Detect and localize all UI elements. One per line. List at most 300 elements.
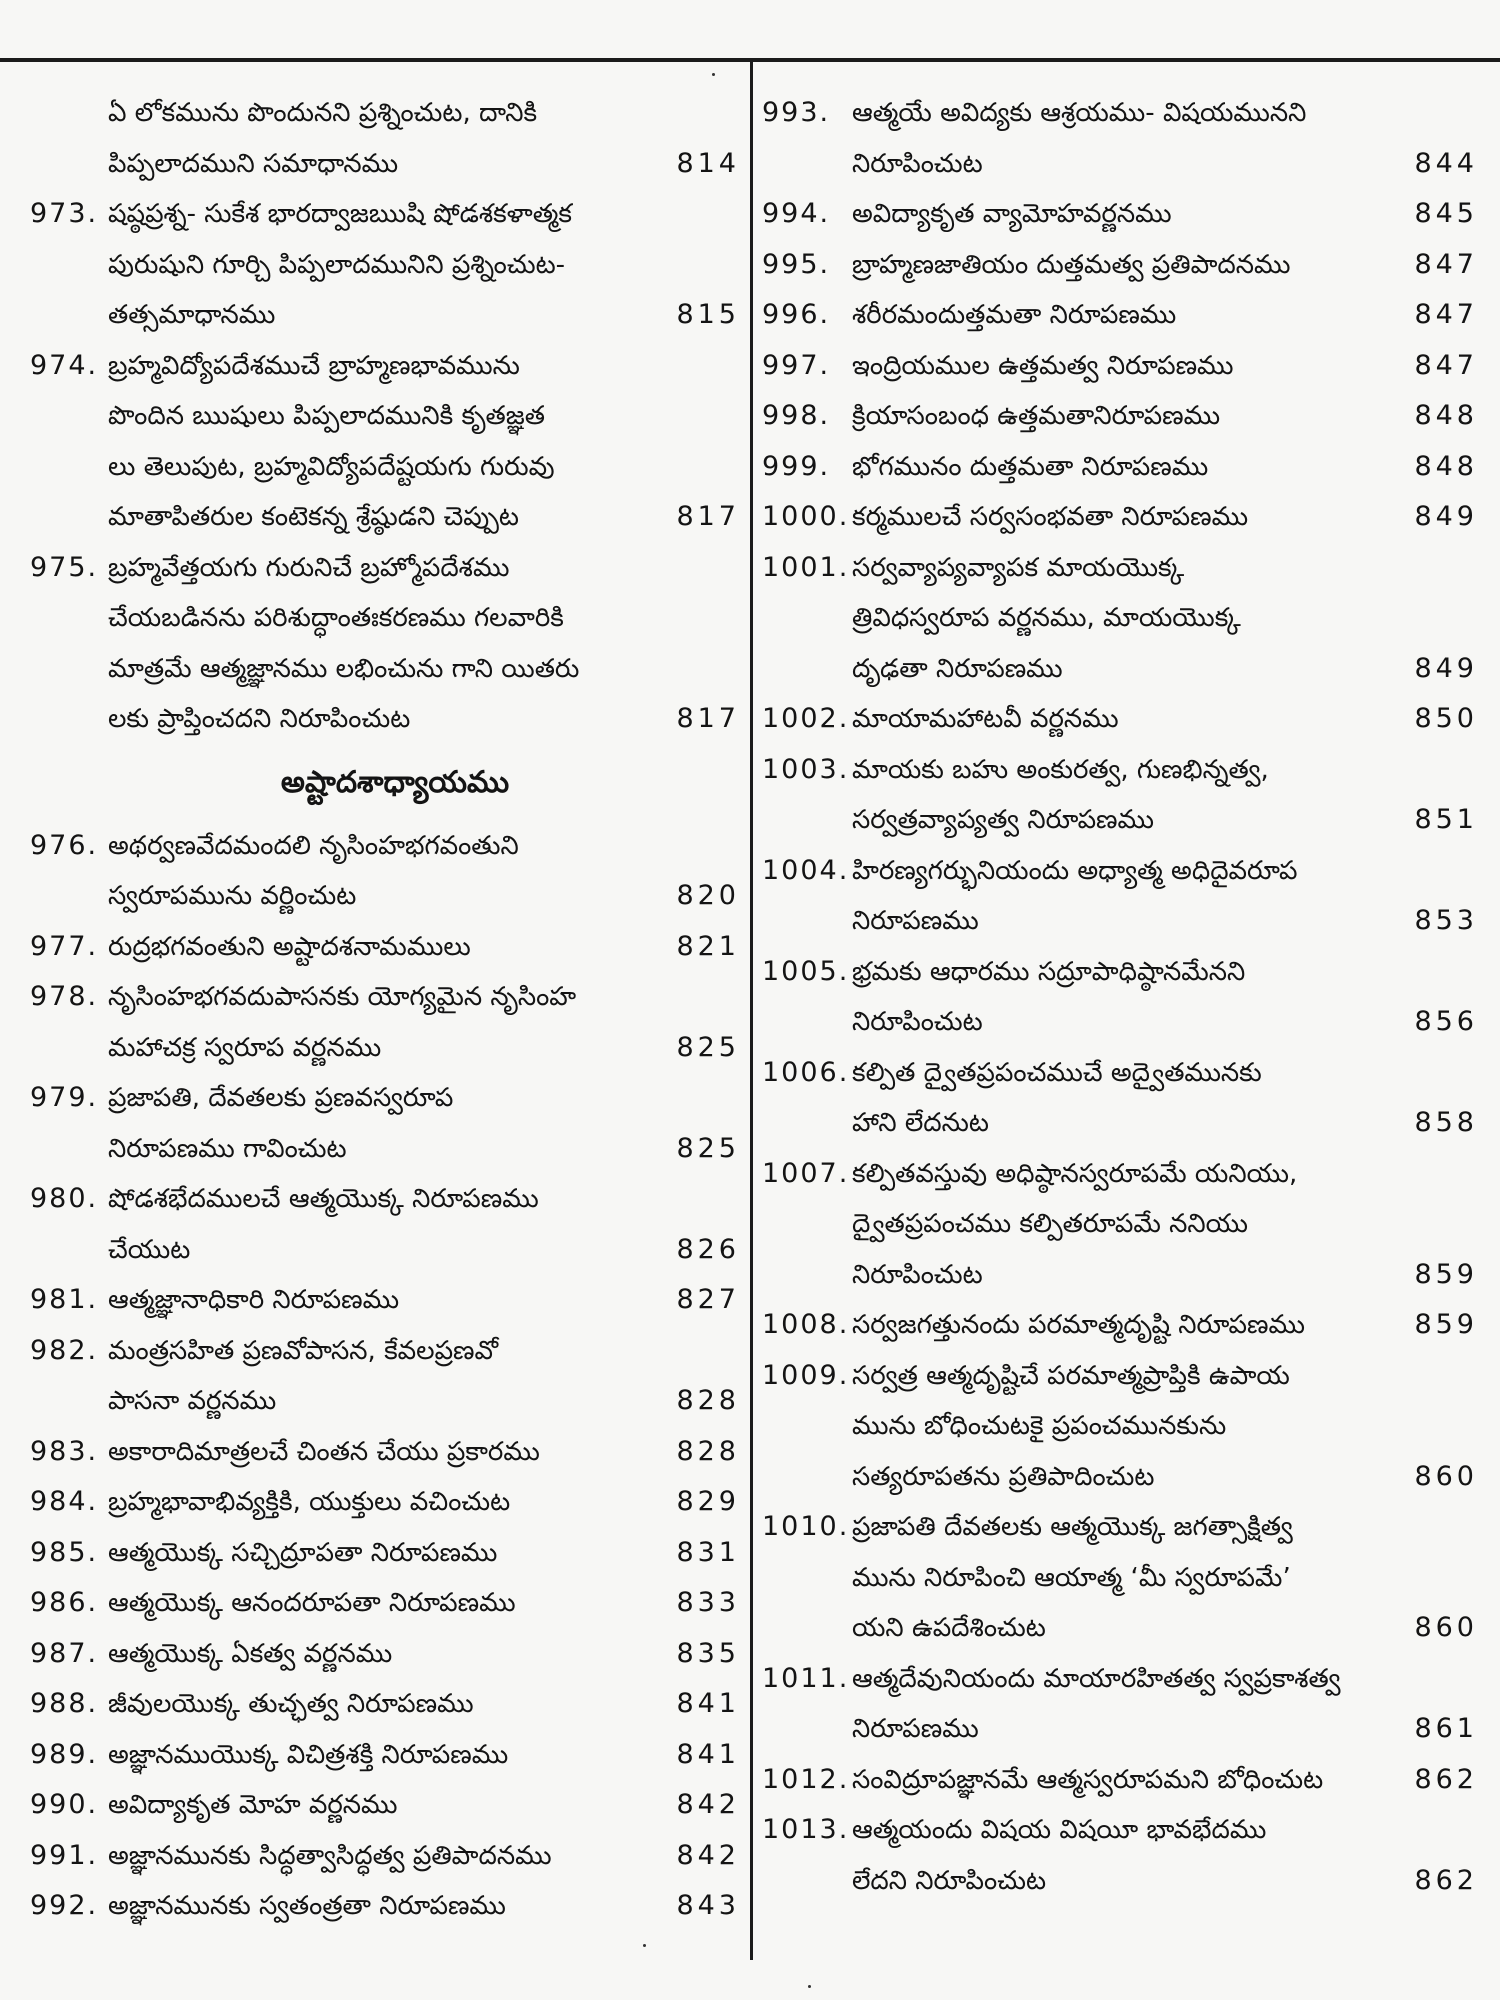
entry-text [108,1679,740,1730]
entry-line [852,341,1478,392]
page-number: 814 [676,147,740,179]
toc-entry [762,1654,1478,1755]
entry-text [108,1730,740,1781]
right-column [762,88,1478,1906]
toc-entry [762,492,1478,543]
entry-line [852,1755,1478,1806]
entry-line [108,1881,740,1932]
entry-line-text: మాతాపితరుల కంటెకన్న శ్రేష్ఠుడని చెప్పుట [108,502,519,532]
entry-text [108,189,740,341]
entry-line-text: షష్ఠప్రశ్న- సుకేశ భారద్వాజఋషి షోడశకళాత్మక [108,199,572,229]
page-number: 817 [676,703,740,734]
entry-line-text: హిరణ్యగర్భునియందు అధ్యాత్మ అధిదైవరూప [852,855,1298,886]
entry-line-text: కర్మములచే సర్వసంభవతా నిరూపణము [852,502,1249,532]
entry-line-text: లు తెలుపుట, బ్రహ్మవిద్యోపదేష్టయగు గురువు [108,451,555,482]
entry-line [852,1805,1478,1856]
entry-number: 1010. [762,1511,850,1542]
entry-line [108,871,740,922]
entry-line-text: నిరూపణము [852,906,979,936]
entry-line-text: అవిద్యాకృత వ్యామోహవర్ణనము [852,199,1172,229]
toc-entry [762,290,1478,341]
entry-line [852,189,1478,240]
entry-line [852,1603,1478,1654]
toc-entry [762,1149,1478,1301]
entry-line-text: భ్రమకు ఆధారము సద్రూపాధిష్ఠానమేనని [852,956,1246,987]
entry-number: 978. [30,981,99,1012]
entry-text [108,1326,740,1427]
entry-line [852,1199,1478,1250]
page-number: 862 [1414,1763,1478,1795]
toc-entry [30,1629,740,1680]
toc-entry [762,391,1478,442]
page-number: 856 [1414,1006,1478,1037]
entry-text [108,1528,740,1579]
entry-text [852,694,1478,745]
entry-text [108,1427,740,1478]
entry-line [852,1250,1478,1301]
entry-line [852,896,1478,947]
entry-number: 995. [762,248,831,280]
entry-line [852,745,1478,796]
toc-entry [30,88,740,189]
entry-line-text: ఆత్మయొక్క ఏకత్వ వర్ణనము [108,1638,393,1669]
entry-text [852,1149,1478,1301]
entry-text [852,543,1478,695]
entry-line [108,1376,740,1427]
entry-number: 998. [762,400,831,431]
entry-line-text: ఆత్మయొక్క సచ్చిద్రూపతా నిరూపణము [108,1537,498,1568]
entry-line [852,1149,1478,1200]
entry-text [852,947,1478,1048]
entry-line-text: తత్సమాధానము [108,300,276,330]
entry-number: 1005. [762,955,850,987]
entry-line [108,1275,740,1326]
entry-text [108,1831,740,1882]
entry-number: 988. [30,1688,99,1719]
entry-line [852,997,1478,1048]
toc-entry [30,1780,740,1831]
entry-text [108,88,740,189]
entry-line-text: అవిద్యాకృత మోహ వర్ణనము [108,1790,398,1820]
page-number: 862 [1414,1864,1478,1896]
page-number: 851 [1414,804,1478,835]
entry-text [852,88,1478,189]
entry-line-text: నిరూపించుట [852,148,983,179]
entry-text [852,1300,1478,1351]
entry-line [852,240,1478,291]
entry-text [852,1048,1478,1149]
page-number: 826 [676,1233,740,1265]
toc-entry [30,1578,740,1629]
toc-entry [30,1326,740,1427]
entry-text [852,1755,1478,1806]
entry-text [852,341,1478,392]
page-number: 827 [676,1284,740,1315]
entry-number: 973. [30,198,99,229]
toc-entry [762,694,1478,745]
entry-number: 996. [762,299,831,330]
entry-line [852,1502,1478,1553]
toc-entry [30,1730,740,1781]
entry-line [852,795,1478,846]
entry-line-text: ఆత్మజ్ఞానాధికారి నిరూపణము [108,1285,400,1315]
page-number: 829 [676,1486,740,1517]
page-number: 860 [1414,1612,1478,1643]
page-number: 850 [1414,703,1478,734]
entry-line-text: పిప్పలాదముని సమాధానము [108,148,399,179]
entry-line-text: షోడశభేదములచే ఆత్మయొక్క నిరూపణము [108,1184,539,1214]
entry-line-text: పాసనా వర్ణనము [108,1386,277,1416]
entry-line-text: సర్వవ్యాప్యవ్యాపక మాయయొక్క [852,552,1185,583]
entry-line-text: జీవులయొక్క తుచ్ఛత్వ నిరూపణము [108,1689,474,1719]
entry-line-text: శరీరమందుత్తమతా నిరూపణము [852,300,1177,330]
entry-number: 1011. [762,1662,850,1694]
entry-line-text: లేదని నిరూపించుట [852,1865,1047,1896]
page-number: 847 [1414,299,1478,330]
entry-number: 1007. [762,1157,850,1189]
toc-entry [762,442,1478,493]
entry-line [852,391,1478,442]
entry-line-text: స్వరూపమును వర్ణించుట [108,881,357,911]
toc-entry [762,846,1478,947]
entry-line [852,88,1478,139]
entry-line-text: కల్పిత ద్వైతప్రపంచముచే అద్వైతమునకు [852,1057,1262,1088]
entry-line-text: లకు ప్రాప్తించదని నిరూపించుట [108,704,411,734]
entry-line [108,1679,740,1730]
entry-text [108,972,740,1073]
entry-text [852,1654,1478,1755]
toc-entry [762,543,1478,695]
page-number: 844 [1414,147,1478,179]
entry-line-text: ప్రజాపతి, దేవతలకు ప్రణవస్వరూప [108,1083,454,1113]
entry-line-text: మాత్రమే ఆత్మజ్ఞానము లభించును గాని యితరు [108,653,580,684]
entry-line-text: బ్రహ్మవేత్తయగు గురునిచే బ్రహ్మోపదేశము [108,552,510,583]
section-heading: అష్టాదశాధ్యాయము [280,764,510,800]
page-number: 843 [676,1890,740,1921]
entry-line-text: అజ్ఞానముయొక్క విచిత్రశక్తి నిరూపణము [108,1739,509,1770]
entry-line-text: సంవిద్రూపజ్ఞానమే ఆత్మస్వరూపమని బోధించుట [852,1764,1324,1795]
page-number: 845 [1414,198,1478,229]
entry-text [108,1578,740,1629]
entry-line [108,1427,740,1478]
entry-number: 977. [30,930,99,962]
page-number: 848 [1414,400,1478,431]
page-number: 825 [676,1132,740,1164]
entry-number: 992. [30,1890,99,1921]
entry-line [108,88,740,139]
page-number: 847 [1414,349,1478,381]
entry-line [108,1023,740,1074]
entry-line-text: మంత్రసహిత ప్రణవోపాసన, కేవలప్రణవో [108,1335,499,1366]
entry-line [108,1326,740,1377]
entry-line-text: సర్వజగత్తునందు పరమాత్మదృష్టి నిరూపణము [852,1310,1305,1340]
entry-line [852,139,1478,190]
entry-line-text: ఆత్మదేవునియందు మాయారహితత్వ స్వప్రకాశత్వ [852,1663,1341,1694]
entry-number: 990. [30,1789,99,1820]
toc-entry [762,88,1478,189]
entry-line [852,644,1478,695]
entry-line-text: సర్వత్రవ్యాప్యత్వ నిరూపణము [852,805,1155,835]
print-speck [712,73,715,76]
entry-line [852,694,1478,745]
entry-line-text: దృఢతా నిరూపణము [852,653,1063,684]
entry-text [852,189,1478,240]
page-number: 815 [676,299,740,330]
entry-text [108,922,740,973]
entry-line [108,543,740,594]
page-number: 860 [1414,1460,1478,1492]
entry-line [108,593,740,644]
toc-entry [762,240,1478,291]
entry-text [108,341,740,543]
page-number: 842 [676,1789,740,1820]
entry-text [108,1477,740,1528]
entry-line-text: బ్రహ్మభావాభివ్యక్తికి, యుక్తులు వచించుట [108,1487,511,1517]
entry-line-text: సర్వత్ర ఆత్మదృష్టిచే పరమాత్మప్రాప్తికి ఉపాయ [852,1360,1290,1391]
entry-text [108,1275,740,1326]
entry-text [852,1805,1478,1906]
toc-entry [762,947,1478,1048]
entry-text [108,1881,740,1932]
entry-number: 1013. [762,1814,850,1845]
entry-line-text: ఏ లోకమును పొందునని ప్రశ్నించుట, దానికి [108,98,538,128]
entry-number: 1003. [762,753,850,785]
page-number: 833 [676,1587,740,1618]
entry-line [852,442,1478,493]
page-number: 828 [676,1435,740,1467]
entry-line-text: అజ్ఞానమునకు స్వతంత్రతా నిరూపణము [108,1891,506,1921]
left-column [30,88,740,1932]
toc-entry [30,1275,740,1326]
entry-number: 987. [30,1637,99,1669]
toc-entry [30,189,740,341]
entry-line [108,442,740,493]
entry-line [108,1174,740,1225]
entry-line [852,543,1478,594]
page-number: 820 [676,880,740,911]
entry-line-text: ఆత్మయొక్క ఆనందరూపతా నిరూపణము [108,1588,516,1618]
entry-number: 989. [30,1738,99,1770]
entry-line-text: త్రివిధస్వరూప వర్ణనము, మాయయొక్క [852,603,1241,633]
entry-line [108,189,740,240]
entry-text [108,1629,740,1680]
entry-line-text: సత్యరూపతను ప్రతిపాదించుట [852,1461,1155,1492]
entry-line [852,1856,1478,1907]
entry-line [108,694,740,745]
entry-line-text: మాయకు బహు అంకురత్వ, గుణభిన్నత్వ, [852,754,1269,785]
entry-number: 984. [30,1486,99,1517]
entry-text [108,1780,740,1831]
entry-line-text: చేయబడినను పరిశుద్ధాంతఃకరణము గలవారికి [108,603,564,633]
entry-line-text: ప్రజాపతి దేవతలకు ఆత్మయొక్క జగత్సాక్షిత్వ [852,1512,1293,1542]
toc-entry [30,1831,740,1882]
entry-number: 1000. [762,501,850,532]
toc-entry [30,1528,740,1579]
toc-entry [762,1048,1478,1149]
toc-entry [30,543,740,745]
entry-text [108,821,740,922]
entry-number: 976. [30,829,99,861]
entry-number: 1004. [762,854,850,886]
entry-line-text: మును నిరూపించి ఆయాత్మ ‘మీ స్వరూపమే’ [852,1562,1291,1593]
toc-entry [762,1300,1478,1351]
page-number: 859 [1414,1258,1478,1290]
page-number: 831 [676,1536,740,1568]
page-number: 825 [676,1031,740,1063]
entry-line [108,391,740,442]
page-number: 841 [676,1738,740,1770]
entry-number: 1001. [762,551,850,583]
entry-line-text: నిరూపించుట [852,1007,983,1037]
entry-number: 986. [30,1587,99,1618]
page-number: 858 [1414,1107,1478,1138]
entry-number: 1008. [762,1309,850,1340]
entry-line-text: కల్పితవస్తువు అధిష్ఠానస్వరూపమే యనియు, [852,1158,1298,1189]
toc-entry [762,1805,1478,1906]
entry-number: 985. [30,1536,99,1568]
entry-line [108,821,740,872]
entry-line [108,1477,740,1528]
entry-line-text: ద్వైతప్రపంచము కల్పితరూపమే ననియు [852,1209,1249,1239]
entry-number: 982. [30,1334,99,1366]
entry-number: 1012. [762,1763,850,1795]
entry-number: 991. [30,1839,99,1871]
entry-line [852,1704,1478,1755]
toc-entry [762,1351,1478,1503]
entry-number: 980. [30,1183,99,1214]
entry-line-text: రుద్రభగవంతుని అష్టాదశనామములు [108,931,471,962]
entry-line-text: నిరూపణము గావించుట [108,1133,347,1164]
entry-line [108,972,740,1023]
page-number: 842 [676,1839,740,1871]
toc-entry [762,1755,1478,1806]
entry-line [852,593,1478,644]
entry-number: 994. [762,198,831,229]
entry-number: 997. [762,349,831,381]
entry-line [852,492,1478,543]
print-speck [643,1944,646,1947]
entry-line-text: భోగమునం దుత్తమతా నిరూపణము [852,451,1209,482]
page-number: 841 [676,1688,740,1719]
page-number: 835 [676,1637,740,1669]
entry-line [108,240,740,291]
toc-entry [30,972,740,1073]
entry-number: 1002. [762,703,850,734]
entry-text [852,240,1478,291]
entry-line [108,922,740,973]
entry-line-text: నిరూపణము [852,1714,979,1744]
page-number: 848 [1414,450,1478,482]
entry-text [852,391,1478,442]
entry-line [852,1098,1478,1149]
entry-line-text: పురుషుని గూర్చి పిప్పలాదమునిని ప్రశ్నించుట- [108,249,566,280]
entry-line-text: నృసింహభగవదుపాసనకు యోగ్యమైన నృసింహ [108,982,577,1012]
entry-number: 1009. [762,1359,850,1391]
entry-line [108,492,740,543]
page-number: 828 [676,1385,740,1416]
entry-line [852,1553,1478,1604]
entry-text [852,492,1478,543]
print-speck [808,1985,811,1988]
toc-entry [30,821,740,922]
entry-text [108,1073,740,1174]
entry-line-text: మహాచక్ర స్వరూప వర్ణనము [108,1032,382,1063]
entry-text [852,442,1478,493]
toc-entry [762,745,1478,846]
entry-line [852,1401,1478,1452]
page-number: 861 [1414,1713,1478,1744]
entry-line [852,1048,1478,1099]
entry-line [852,846,1478,897]
entry-line [108,1528,740,1579]
page-number: 817 [676,501,740,532]
entry-line [852,1300,1478,1351]
entry-line-text: అజ్ఞానమునకు సిద్ధత్వాసిద్ధత్వ ప్రతిపాదనము [108,1840,552,1871]
toc-entry [30,922,740,973]
entry-number: 1006. [762,1056,850,1088]
entry-line-text: బ్రాహ్మణజాతియం దుత్తమత్వ ప్రతిపాదనము [852,249,1291,280]
entry-text [852,846,1478,947]
entry-line-text: నిరూపించుట [852,1259,983,1290]
toc-entry [30,341,740,543]
entry-number: 983. [30,1435,99,1467]
entry-line-text: మును బోధించుటకై ప్రపంచమునకును [852,1411,1227,1441]
entry-line [852,1351,1478,1402]
toc-entry [30,1174,740,1275]
entry-text [108,543,740,745]
page-number: 821 [676,930,740,962]
entry-line-text: పొందిన ఋషులు పిప్పలాదమునికి కృతజ్ఞత [108,401,545,431]
entry-line [108,1073,740,1124]
entry-line-text: అకారాదిమాత్రలచే చింతన చేయు ప్రకారము [108,1436,540,1467]
entry-line [108,139,740,190]
entry-text [852,1502,1478,1654]
entry-line [108,341,740,392]
page-number: 859 [1414,1309,1478,1340]
toc-entry [30,1073,740,1174]
entry-line-text: బ్రహ్మవిద్యోపదేశముచే బ్రాహ్మణభావమును [108,350,520,381]
column-divider [750,60,753,1960]
entry-line [108,290,740,341]
toc-entry [30,1477,740,1528]
toc-entry [30,1881,740,1932]
toc-entry [762,189,1478,240]
entry-line-text: మాయామహాటవీ వర్ణనము [852,704,1119,734]
page-number: 849 [1414,501,1478,532]
entry-line-text: అథర్వణవేదమందలి నృసింహభగవంతుని [108,830,519,861]
entry-line [108,1124,740,1175]
entry-line [108,1225,740,1276]
toc-entry [30,1679,740,1730]
entry-line [108,1831,740,1882]
entry-line [108,1730,740,1781]
entry-line-text: ఆత్మయే అవిద్యకు ఆశ్రయము- విషయమునని [852,98,1307,128]
entry-number: 974. [30,349,99,381]
entry-number: 979. [30,1082,99,1113]
entry-line-text: యని ఉపదేశించుట [852,1613,1046,1643]
entry-line [852,290,1478,341]
toc-entry [30,1427,740,1478]
entry-line-text: క్రియాసంబంధ ఉత్తమతానిరూపణము [852,401,1221,431]
entry-line [108,1578,740,1629]
entry-line-text: ఆత్మయందు విషయ విషయీ భావభేదము [852,1815,1267,1845]
entry-text [852,745,1478,846]
entry-number: 999. [762,450,831,482]
entry-line [108,644,740,695]
page-number: 853 [1414,905,1478,936]
toc-entry [762,341,1478,392]
entry-line [108,1780,740,1831]
